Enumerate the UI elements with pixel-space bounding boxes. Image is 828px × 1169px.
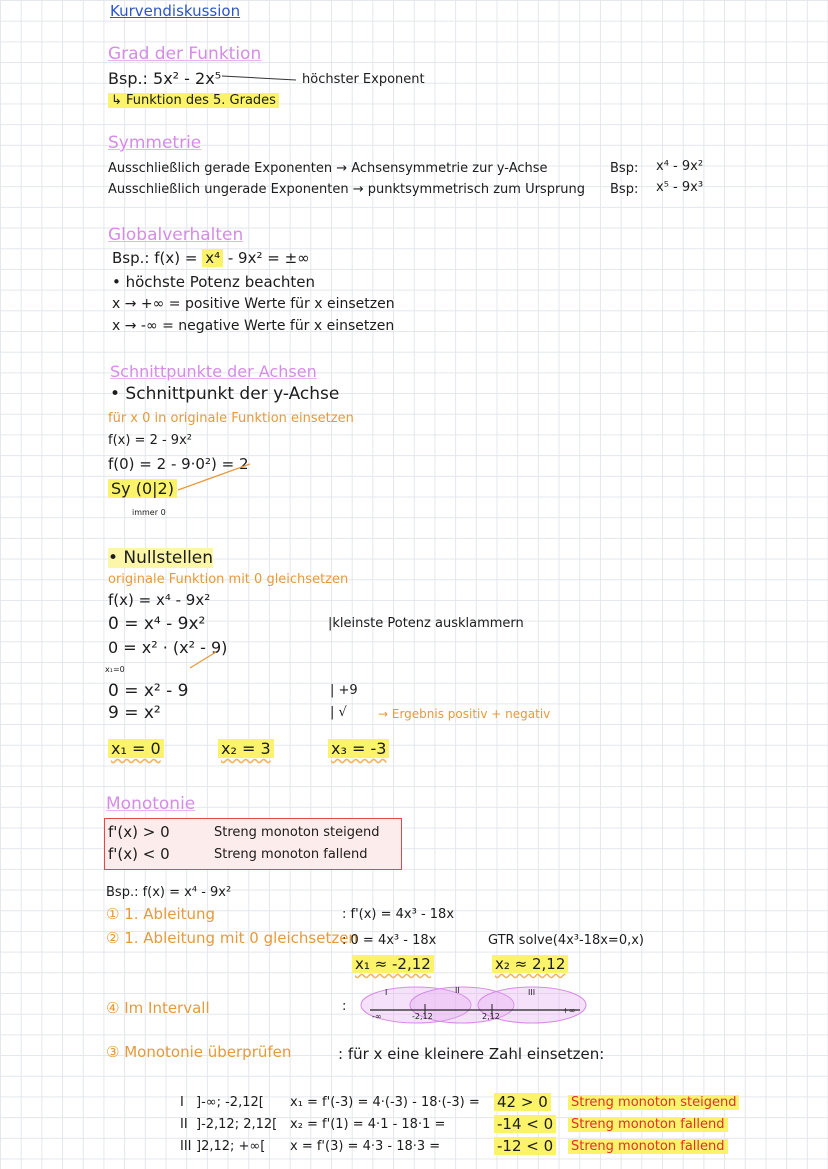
region-label-I: I — [385, 988, 388, 997]
row-interval: ]-∞; -2,12[ — [196, 1095, 264, 1110]
y-axis-point: Sy (0|2) — [108, 480, 177, 498]
symmetrie-line2: Ausschließlich ungerade Exponenten → punktsymmetrisch zum Ursprung — [108, 182, 586, 197]
page-title: Kurvendiskussion — [110, 2, 241, 20]
nullstellen-title: • Nullstellen — [108, 548, 214, 568]
numberline-label-pos-inf: +∞ — [562, 1006, 576, 1015]
global-line-neg: x → -∞ = negative Werte für x einsetzen — [112, 318, 395, 334]
symmetrie-bsp1-expr: x⁴ - 9x² — [656, 159, 704, 174]
row-calc: x₂ = f'(1) = 4·1 - 18·1 = — [290, 1117, 446, 1132]
step4-colon: : — [342, 999, 347, 1014]
y-axis-func: f(x) = 2 - 9x² — [108, 433, 192, 448]
step2: ② 1. Ableitung mit 0 gleichsetzen — [106, 929, 358, 947]
row-calc: x = f'(3) = 4·3 - 18·3 = — [290, 1139, 441, 1154]
arrow-grad — [222, 76, 296, 80]
nullstellen-l2: 0 = x⁴ - 9x² — [108, 614, 206, 634]
row-calc: x₁ = f'(-3) = 4·(-3) - 18·(-3) = — [290, 1095, 480, 1110]
row-id: III — [180, 1139, 192, 1154]
nullstellen-instruction: originale Funktion mit 0 gleichsetzen — [108, 572, 349, 587]
step1-result: : f'(x) = 4x³ - 18x — [342, 907, 455, 922]
nullstellen-l5: 0 = x² - 9 — [108, 681, 189, 701]
global-line-pos: x → +∞ = positive Werte für x einsetzen — [112, 296, 395, 312]
rule1-text: Streng monoton steigend — [214, 825, 380, 840]
gtr-solve: GTR solve(4x³-18x=0,x) — [488, 933, 644, 948]
grad-example: Bsp.: 5x² - 2x⁵ — [108, 69, 222, 88]
nullstellen-l6: 9 = x² — [108, 703, 161, 723]
heading-grad: Grad der Funktion — [108, 44, 262, 64]
step4: ④ Im Intervall — [106, 999, 210, 1017]
nullstellen-l4: x₁=0 — [105, 665, 125, 674]
nullstellen-l6-note2: → Ergebnis positiv + negativ — [378, 707, 551, 721]
symmetrie-bsp1-label: Bsp: — [610, 161, 639, 176]
step3: ③ Monotonie überprüfen — [106, 1043, 292, 1061]
row-id: I — [180, 1095, 184, 1110]
symmetrie-bsp2-label: Bsp: — [610, 182, 639, 197]
monotonie-example: Bsp.: f(x) = x⁴ - 9x² — [106, 885, 232, 900]
root-x2: x₂ = 3 — [218, 740, 274, 758]
row-interval: ]-2,12; 2,12[ — [196, 1117, 278, 1132]
row-result: Streng monoton fallend — [568, 1118, 728, 1133]
numberline-label-neg-inf: -∞ — [372, 1012, 382, 1021]
region-label-II: II — [455, 986, 460, 995]
heading-schnittpunkte: Schnittpunkte der Achsen — [110, 362, 317, 381]
root-x1: x₁ = 0 — [108, 740, 164, 758]
nullstellen-l2-note: |kleinste Potenz ausklammern — [328, 616, 524, 631]
y-axis-eval: f(0) = 2 - 9·0²) = 2 — [108, 455, 249, 473]
global-example: Bsp.: f(x) = x⁴ - 9x² = ±∞ — [112, 249, 310, 267]
symmetrie-bsp2-expr: x⁵ - 9x³ — [656, 180, 704, 195]
grad-result: ↳ Funktion des 5. Grades — [108, 94, 279, 109]
extremum-x2: x₂ ≈ 2,12 — [492, 956, 568, 973]
global-bullet: • höchste Potenz beachten — [112, 273, 316, 291]
rule2-expr: f'(x) < 0 — [108, 845, 170, 863]
step3-text: : für x eine kleinere Zahl einsetzen: — [338, 1045, 605, 1063]
nullstellen-l6-note: | √ — [330, 705, 347, 720]
rule2-text: Streng monoton fallend — [214, 847, 368, 862]
numberline-label-pos: 2,12 — [482, 1012, 500, 1021]
row-result: Streng monoton steigend — [568, 1096, 739, 1111]
step2-result: : 0 = 4x³ - 18x — [342, 933, 437, 948]
extremum-x1: x₁ ≈ -2,12 — [352, 956, 434, 973]
nullstellen-l3: 0 = x² · (x² - 9) — [108, 638, 228, 657]
row-value: 42 > 0 — [494, 1094, 551, 1111]
symmetrie-line1: Ausschließlich gerade Exponenten → Achsensymmetrie zur y-Achse — [108, 161, 548, 176]
step1: ① 1. Ableitung — [106, 905, 216, 923]
arrow-y-point — [178, 464, 250, 490]
root-x3: x₃ = -3 — [328, 740, 389, 758]
row-value: -14 < 0 — [494, 1116, 556, 1133]
heading-monotonie: Monotonie — [106, 794, 196, 814]
row-result: Streng monoton fallend — [568, 1140, 728, 1155]
nullstellen-l1: f(x) = x⁴ - 9x² — [108, 591, 211, 609]
y-axis-instruction: für x 0 in originale Funktion einsetzen — [108, 411, 354, 426]
nullstellen-l5-note: | +9 — [330, 683, 358, 698]
y-axis-title: • Schnittpunkt der y-Achse — [110, 384, 340, 404]
arrow-nullstelle — [190, 652, 216, 668]
numberline-label-neg: -2,12 — [412, 1012, 433, 1021]
region-label-III: III — [528, 988, 536, 997]
grad-annotation: höchster Exponent — [302, 72, 425, 87]
row-value: -12 < 0 — [494, 1138, 556, 1155]
row-interval: ]2,12; +∞[ — [196, 1139, 266, 1154]
heading-symmetrie: Symmetrie — [108, 133, 202, 153]
rule1-expr: f'(x) > 0 — [108, 823, 170, 841]
heading-globalverhalten: Globalverhalten — [108, 225, 244, 245]
row-id: II — [180, 1117, 188, 1132]
y-axis-note: immer 0 — [132, 508, 166, 517]
